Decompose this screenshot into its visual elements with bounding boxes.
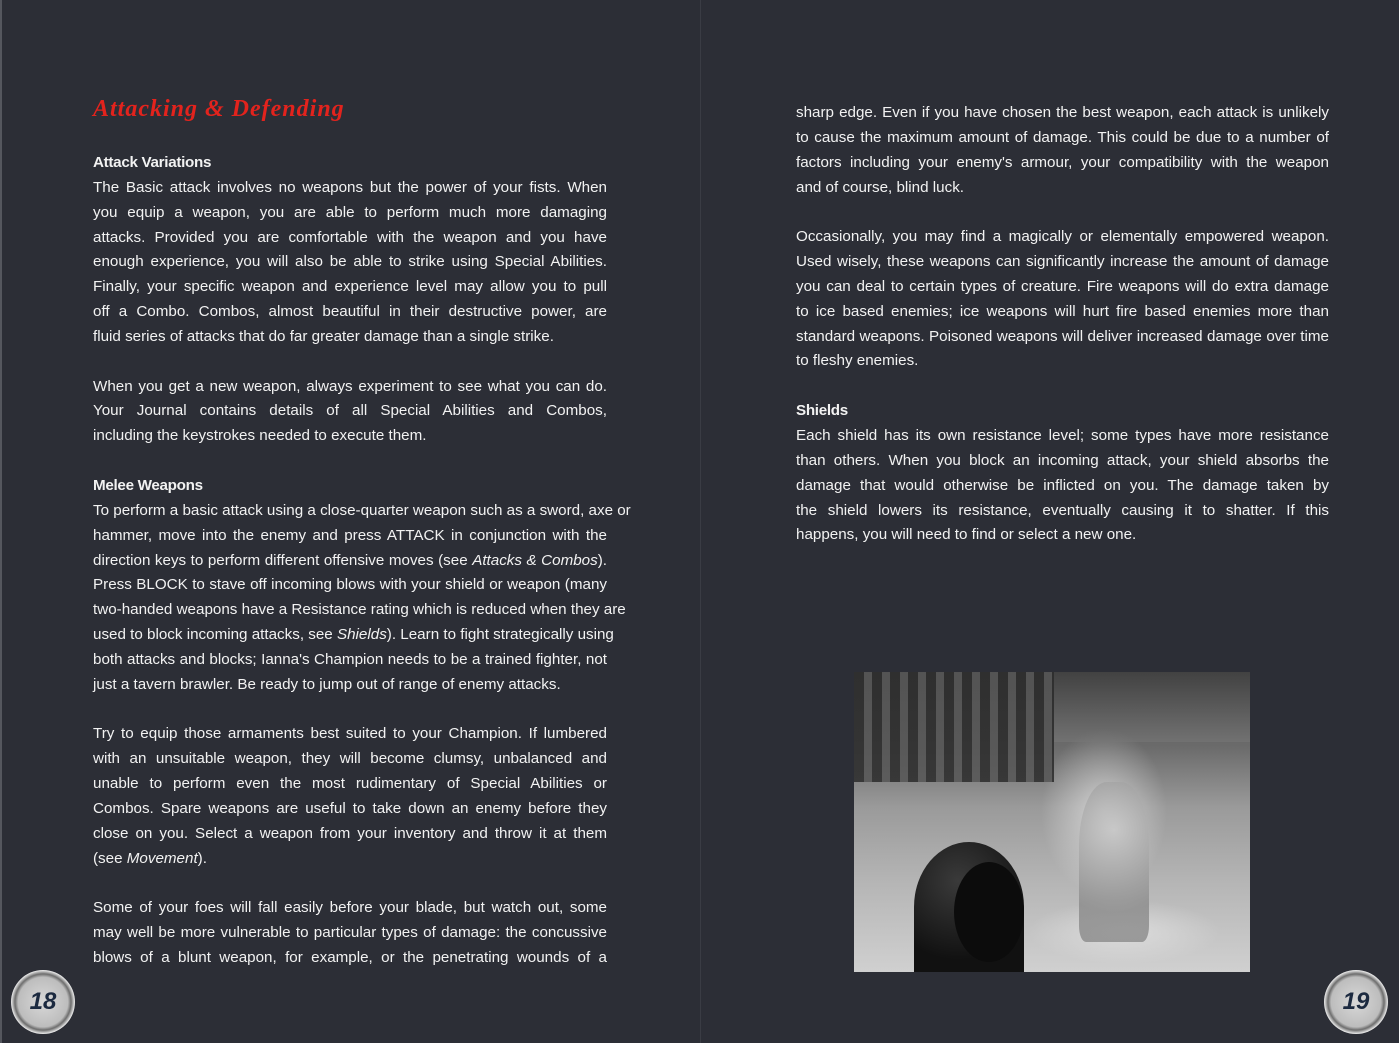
text-line <box>93 797 607 822</box>
italic-reference: Shields <box>336 626 387 644</box>
text-segment: both attacks and blocks; Ianna's Champion needs to be a trained fighter, not <box>93 650 607 668</box>
text-segment: with an unsuitable weapon, they will become clumsy, unbalanced and <box>93 750 607 768</box>
text-segment: Press BLOCK to stave off incoming blows with your shield or weapon (many <box>93 576 607 594</box>
text-line <box>93 673 607 698</box>
text-line <box>93 648 607 673</box>
text-line <box>796 176 1329 201</box>
text-segment: damage that would otherwise be inflicted on you. The damage taken by <box>796 476 1329 494</box>
italic-reference: Movement <box>126 849 198 867</box>
text-line <box>93 747 607 772</box>
page-title: Attacking & Defending <box>93 96 345 122</box>
text-segment: Your Journal contains details of all Special Abilities and Combos, <box>93 402 607 420</box>
text-line <box>93 822 607 847</box>
text-segment: ). <box>197 849 207 867</box>
text-line <box>93 474 607 499</box>
text-line <box>796 275 1329 300</box>
paragraph-gap <box>796 200 1329 225</box>
text-line <box>93 499 631 524</box>
text-segment: happens, you will need to find or select a new one. <box>796 526 1137 544</box>
text-line <box>93 623 614 648</box>
text-line <box>93 921 607 946</box>
text-segment: off a Combo. Combos, almost beautiful in their destructive power, are <box>93 303 607 321</box>
text-line <box>796 126 1329 151</box>
text-segment: (see <box>93 849 127 867</box>
castle-wall <box>854 672 1054 782</box>
text-line <box>93 375 607 400</box>
section-heading <box>796 399 1329 424</box>
text-segment: Try to equip those armaments best suited to your Champion. If lumbered <box>93 725 607 743</box>
text-segment: the shield lowers its resistance, eventually causing it to shatter. If this <box>796 501 1329 519</box>
text-line <box>796 325 1329 350</box>
text-segment: ). Learn to fight strategically using <box>386 626 614 644</box>
right-page <box>700 0 1399 1043</box>
paragraph <box>93 176 607 350</box>
text-line <box>796 523 1329 548</box>
paragraph <box>796 424 1329 548</box>
text-segment: To perform a basic attack using a close-quarter weapon such as a sword, axe or <box>93 501 631 519</box>
text-line <box>93 275 607 300</box>
paragraph-gap <box>93 350 607 375</box>
paragraph <box>93 499 631 698</box>
text-segment: Each shield has its own resistance level; some types have more resistance <box>796 426 1329 444</box>
text-segment: close on you. Select a weapon from your inventory and throw it at them <box>93 824 607 842</box>
text-line <box>796 499 1329 524</box>
text-segment: Combos. Spare weapons are useful to take down an enemy before they <box>93 799 607 817</box>
text-segment: hammer, move into the enemy and press ATTACK in conjunction with the <box>93 526 607 544</box>
paragraph <box>93 722 607 871</box>
text-line <box>796 250 1329 275</box>
text-segment: you equip a weapon, you are able to perform much more damaging <box>93 203 607 221</box>
text-segment: ). <box>597 551 607 569</box>
text-segment: standard weapons. Poisoned weapons will deliver increased damage over time <box>796 327 1329 345</box>
text-segment: than others. When you block an incoming attack, your shield absorbs the <box>796 451 1329 469</box>
paragraph <box>93 896 607 971</box>
text-segment: Occasionally, you may find a magically or elementally empowered weapon. <box>796 228 1329 246</box>
page-number: 18 <box>29 988 57 1015</box>
text-segment: unable to perform even the most rudimentary of Special Abilities or <box>93 775 607 793</box>
text-segment: Melee Weapons <box>93 476 203 494</box>
text-segment: to fleshy enemies. <box>796 352 919 370</box>
text-segment: used to block incoming attacks, see <box>93 626 337 644</box>
glowing-enemy-figure <box>1079 782 1149 942</box>
paragraph-gap <box>93 449 607 474</box>
text-line <box>93 896 607 921</box>
left-column-text <box>93 151 631 971</box>
text-line <box>796 424 1329 449</box>
text-line <box>93 524 607 549</box>
text-line <box>93 549 607 574</box>
text-segment: you can deal to certain types of creature. Fire weapons will do extra damage <box>796 277 1329 295</box>
paragraph <box>796 101 1329 200</box>
page-number: 19 <box>1342 988 1370 1015</box>
text-segment: Some of your foes will fall easily before your blade, but watch out, some <box>93 899 607 917</box>
text-segment: Shields <box>796 402 848 420</box>
shield-shape <box>954 862 1024 962</box>
text-segment: fluid series of attacks that do far greater damage than a single strike. <box>93 327 554 345</box>
text-segment: When you get a new weapon, always experiment to see what you can do. <box>93 377 607 395</box>
text-line <box>93 722 607 747</box>
text-line <box>93 151 607 176</box>
text-segment: just a tavern brawler. Be ready to jump out of range of enemy attacks. <box>93 675 561 693</box>
text-line <box>796 225 1329 250</box>
section-heading <box>93 474 607 499</box>
text-segment: sharp edge. Even if you have chosen the best weapon, each attack is unlikely <box>796 104 1329 121</box>
text-segment: factors including your enemy's armour, your compatibility with the weapon <box>796 153 1329 171</box>
text-line <box>93 847 607 872</box>
text-line <box>93 201 607 226</box>
paragraph <box>796 225 1329 374</box>
text-line <box>796 151 1329 176</box>
paragraph-gap <box>93 871 607 896</box>
text-line <box>93 325 607 350</box>
text-segment: and of course, blind luck. <box>796 178 965 196</box>
text-segment: may well be more vulnerable to particular types of damage: the concussive <box>93 924 607 942</box>
text-segment: Attack Variations <box>93 154 212 171</box>
text-line <box>93 946 607 971</box>
text-segment: Finally, your specific weapon and experience level may allow you to pull <box>93 278 607 296</box>
text-segment: attacks. Provided you are comfortable with the weapon and you have <box>93 228 607 246</box>
italic-reference: Attacks & Combos <box>472 551 598 569</box>
text-segment: Used wisely, these weapons can significantly increase the amount of damage <box>796 253 1329 271</box>
page-number-badge-left <box>11 970 75 1034</box>
paragraph-gap <box>796 374 1329 399</box>
text-line <box>93 772 607 797</box>
text-line <box>93 176 607 201</box>
text-line <box>93 399 607 424</box>
text-line <box>93 300 607 325</box>
castle-wall-far <box>1054 672 1250 742</box>
text-segment: direction keys to perform different offensive moves (see <box>93 551 473 569</box>
text-segment: to cause the maximum amount of damage. This could be due to a number of <box>796 128 1329 146</box>
right-column-text <box>796 101 1329 548</box>
text-line <box>93 573 607 598</box>
text-segment: including the keystrokes needed to execute them. <box>93 427 427 445</box>
text-line <box>93 226 607 251</box>
paragraph <box>93 375 607 450</box>
text-line <box>796 449 1329 474</box>
text-line <box>93 424 607 449</box>
text-line <box>796 349 1329 374</box>
text-line <box>796 474 1329 499</box>
text-line <box>796 399 1329 424</box>
text-line <box>93 250 607 275</box>
text-line <box>796 101 1329 126</box>
text-segment: enough experience, you will also be able to strike using Special Abilities. <box>93 253 607 271</box>
page-number-badge-right <box>1324 970 1388 1034</box>
text-line <box>93 598 626 623</box>
paragraph-gap <box>93 698 607 723</box>
text-segment: to ice based enemies; ice weapons will hurt fire based enemies more than <box>796 302 1329 320</box>
game-screenshot-image <box>854 672 1250 972</box>
text-line <box>796 300 1329 325</box>
text-segment: two-handed weapons have a Resistance rating which is reduced when they are <box>93 601 626 619</box>
text-segment: The Basic attack involves no weapons but the power of your fists. When <box>93 178 607 196</box>
text-segment: blows of a blunt weapon, for example, or the penetrating wounds of a <box>93 949 607 966</box>
section-heading <box>93 151 607 176</box>
